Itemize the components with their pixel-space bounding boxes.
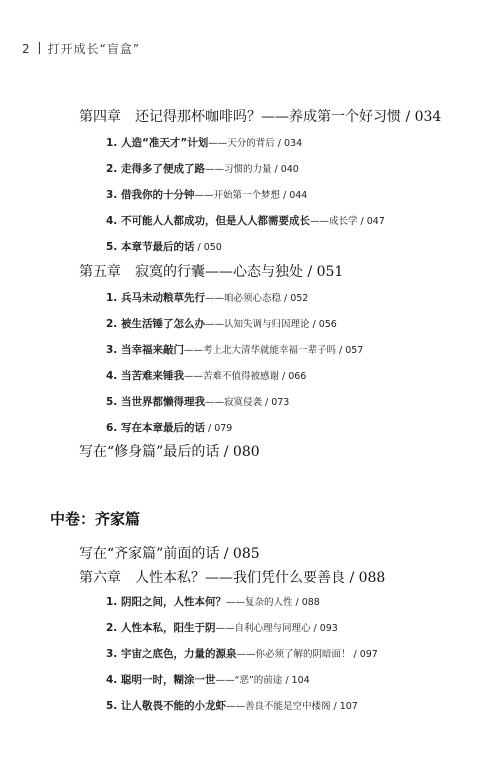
toc-entry xyxy=(106,187,307,202)
entry-subtitle: ——自利心理与同理心 / 093 xyxy=(215,623,338,634)
toc-entry xyxy=(106,620,338,635)
entry-title: 2. 走得多了便成了路 xyxy=(106,163,205,175)
toc-entry xyxy=(106,646,378,661)
toc-entry xyxy=(106,420,232,435)
toc-closing-words: 写在“修身篇”最后的话 / 080 xyxy=(79,444,260,460)
toc-preface: 写在“齐家篇”前面的话 / 085 xyxy=(79,546,260,562)
entry-title: 4. 聪明一时，糊涂一世 xyxy=(106,674,216,686)
entry-title: 4. 不可能人人都成功，但是人人都需要成长 xyxy=(106,215,310,227)
entry-title: 1. 阴阳之间，人性本何？ xyxy=(106,596,226,608)
toc-entry xyxy=(106,394,289,409)
toc-chapter-5: 第五章 寂寞的行囊——心态与独处 / 051 xyxy=(79,264,344,280)
entry-subtitle: / 079 xyxy=(204,423,233,434)
toc-chapter-6: 第六章 人性本私？——我们凭什么要善良 / 088 xyxy=(79,570,386,586)
toc-entry xyxy=(106,698,358,713)
entry-title: 5. 本章节最后的话 xyxy=(106,241,195,253)
entry-subtitle: ——天分的背后 / 034 xyxy=(208,138,303,149)
entry-subtitle: ——咱必须心态稳 / 052 xyxy=(204,293,309,304)
entry-subtitle: ——复杂的人性 / 088 xyxy=(225,597,320,608)
entry-subtitle: ——考上北大清华就能幸福一辈子吗 / 057 xyxy=(183,345,364,356)
toc-chapter-4: 第四章 还记得那杯咖啡吗？——养成第一个好习惯 / 034 xyxy=(79,109,442,125)
entry-title: 3. 宇宙之底色，力量的源泉 xyxy=(106,648,237,660)
entry-subtitle: ——善良不能是空中楼阁 / 107 xyxy=(225,701,358,712)
entry-title: 1. 兵马未动粮草先行 xyxy=(106,292,205,304)
entry-subtitle: ——认知失调与归因理论 / 056 xyxy=(204,319,337,330)
entry-subtitle: ——习惯的力量 / 040 xyxy=(204,164,299,175)
entry-title: 3. 借我你的十分钟 xyxy=(106,189,195,201)
entry-title: 5. 当世界都懒得理我 xyxy=(106,396,205,408)
book-title: 打开成长“盲盒” xyxy=(47,42,141,56)
entry-subtitle: ——开始第一个梦想 / 044 xyxy=(194,190,308,201)
entry-title: 1. 人造“准天才”计划 xyxy=(106,137,209,149)
entry-subtitle: ——“恶”的前途 / 104 xyxy=(215,675,310,686)
toc-entry xyxy=(106,342,363,357)
toc-entry xyxy=(106,135,302,150)
entry-title: 2. 人性本私，阳生于阴 xyxy=(106,622,216,634)
entry-title: 2. 被生活锤了怎么办 xyxy=(106,318,205,330)
toc-entry xyxy=(106,290,308,305)
entry-subtitle: / 050 xyxy=(194,242,222,253)
entry-subtitle: ——寂寞侵袭 / 073 xyxy=(204,397,290,408)
entry-subtitle: ——苦难不值得被感谢 / 066 xyxy=(183,371,307,382)
toc-entry xyxy=(106,672,310,687)
section-heading: 中卷：齐家篇 xyxy=(50,510,141,528)
entry-title: 4. 当苦难来锤我 xyxy=(106,370,184,382)
entry-title: 3. 当幸福来敲门 xyxy=(106,344,184,356)
toc-entry xyxy=(106,316,337,331)
toc-entry xyxy=(106,239,222,254)
page-number: 2 xyxy=(22,42,31,56)
entry-subtitle: ——成长学 / 047 xyxy=(309,216,385,227)
entry-title: 6. 写在本章最后的话 xyxy=(106,422,205,434)
entry-subtitle: ——你必须了解的阴暗面！ / 097 xyxy=(236,649,378,660)
toc-entry xyxy=(106,161,299,176)
toc-entry xyxy=(106,594,320,609)
toc-entry xyxy=(106,368,306,383)
entry-title: 5. 让人敬畏不能的小龙虾 xyxy=(106,700,226,712)
toc-entry xyxy=(106,213,385,228)
